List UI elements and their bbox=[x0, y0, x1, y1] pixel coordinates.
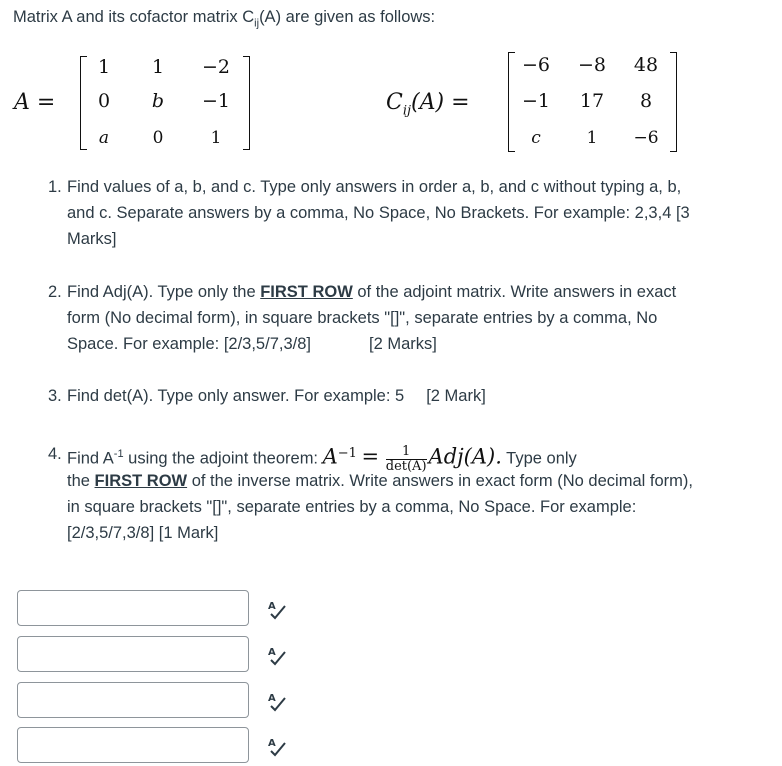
formula-sup: −1 bbox=[337, 446, 357, 461]
matrix-a-cell: 0 bbox=[152, 128, 164, 148]
matrix-a-cell: 1 bbox=[97, 56, 111, 78]
fraction-denominator: det(A) bbox=[385, 458, 427, 474]
svg-text:A: A bbox=[268, 601, 276, 612]
question-number: 4. bbox=[48, 445, 62, 463]
text-segment: Find A bbox=[67, 449, 114, 468]
text-segment: Type only bbox=[501, 449, 577, 468]
matrix-c-cell: −6 bbox=[521, 54, 550, 76]
matrix-c-cell: c bbox=[531, 128, 541, 148]
question-3 bbox=[48, 383, 698, 409]
text-segment: using the adjoint theorem: bbox=[123, 449, 323, 468]
question-number: 1. bbox=[48, 178, 62, 196]
text-segment: the bbox=[67, 472, 95, 490]
spell-check-icon[interactable] bbox=[266, 644, 288, 666]
intro-after: (A) are given as follows: bbox=[259, 8, 436, 26]
formula-lhs: A bbox=[322, 444, 338, 469]
cofactor-label-arg: (A) = bbox=[411, 90, 470, 115]
matrix-c-right-bracket bbox=[670, 52, 677, 152]
matrix-a-right-bracket bbox=[243, 56, 250, 150]
spell-check-icon[interactable] bbox=[266, 735, 288, 757]
matrix-a-label: A = bbox=[14, 90, 56, 115]
svg-text:A: A bbox=[268, 738, 276, 749]
formula-rhs: Adj(A). bbox=[428, 444, 502, 469]
matrix-a-cell: −2 bbox=[201, 56, 230, 78]
intro-before: Matrix A and its cofactor matrix C bbox=[13, 8, 255, 26]
spell-check-icon[interactable] bbox=[266, 690, 288, 712]
text-segment: Find det(A). Type only answer. For example: 5 bbox=[67, 387, 405, 405]
text-segment: of the adjoint matrix. Write answers in exact form (No decimal form), in square brackets "[]", separate entries by a comma, No Space. For example: [2/3,5/7,3/8] bbox=[67, 283, 677, 353]
question-text bbox=[67, 383, 698, 409]
answer-input-4[interactable] bbox=[17, 727, 249, 763]
formula-equals: = bbox=[361, 444, 380, 469]
intro-text bbox=[13, 8, 435, 29]
emphasis-first-row: FIRST ROW bbox=[94, 472, 188, 490]
spell-check-icon[interactable] bbox=[266, 598, 288, 620]
question-2 bbox=[48, 279, 698, 357]
question-text bbox=[67, 279, 698, 357]
matrix-a-cell: a bbox=[98, 128, 110, 148]
cofactor-label bbox=[386, 90, 470, 118]
matrix-a-cell: 0 bbox=[97, 90, 111, 112]
matrix-c-cell: 17 bbox=[579, 90, 605, 112]
matrix-a-cell: 1 bbox=[151, 56, 165, 78]
matrix-c-cell: 1 bbox=[586, 128, 598, 148]
answer-input-3[interactable] bbox=[17, 682, 249, 718]
marks-label: [2 Marks] bbox=[368, 335, 437, 353]
question-text bbox=[67, 434, 698, 546]
question-number: 2. bbox=[48, 283, 62, 301]
matrix-c-cell: −1 bbox=[521, 90, 550, 112]
intro-subscript: ij bbox=[254, 17, 260, 30]
svg-text:A: A bbox=[268, 647, 276, 658]
superscript: -1 bbox=[113, 448, 124, 460]
question-number: 3. bbox=[48, 387, 62, 405]
fraction-numerator: 1 bbox=[386, 445, 427, 460]
text-segment: of the inverse matrix. Write answers in exact form (No decimal form), in square brackets "[]", separate entries by a comma, No Space. For example: [2/3,5/7,3/8] [1 Mark] bbox=[67, 472, 693, 542]
matrix-c-cell: 48 bbox=[633, 54, 659, 76]
answer-input-1[interactable] bbox=[17, 590, 249, 626]
svg-text:A: A bbox=[268, 693, 276, 704]
matrix-a-cell: b bbox=[151, 90, 165, 112]
question-text: Find values of a, b, and c. Type only answers in order a, b, and c without typing a, b, and c. Separate answers by a comma, No Space, No Brackets. For example: 2,3,4 [3 Marks] bbox=[67, 178, 690, 248]
answer-input-2[interactable] bbox=[17, 636, 249, 672]
question-1 bbox=[48, 174, 698, 252]
matrix-c-cell: −6 bbox=[633, 128, 659, 148]
matrix-c-cell: 8 bbox=[639, 90, 653, 112]
matrix-c-left-bracket bbox=[508, 52, 515, 152]
matrix-c-cell: −8 bbox=[577, 54, 606, 76]
matrix-a-cell: 1 bbox=[210, 128, 222, 148]
question-4 bbox=[48, 434, 698, 546]
matrix-a-cell: −1 bbox=[201, 90, 230, 112]
cofactor-label-base: C bbox=[386, 90, 403, 115]
cofactor-label-sub: ij bbox=[402, 103, 412, 119]
emphasis-first-row: FIRST ROW bbox=[260, 283, 353, 301]
marks-label: [2 Mark] bbox=[426, 387, 486, 405]
text-segment: Find Adj(A). Type only the bbox=[67, 283, 261, 301]
